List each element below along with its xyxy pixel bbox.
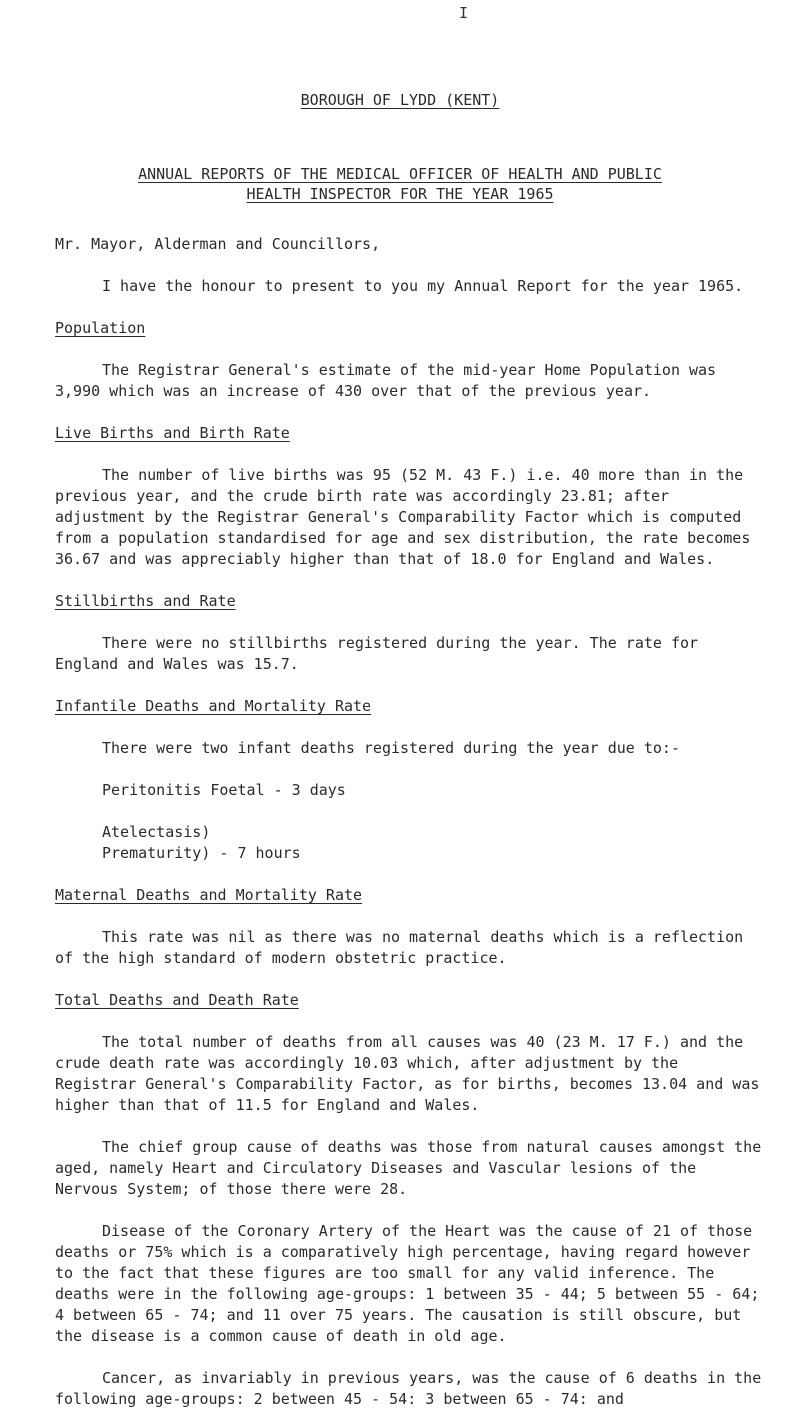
coronary-paragraph: Disease of the Coronary Artery of the Heart was the cause of 21 of those deaths or 75% which is a comparatively high percentage, having regard however to the fact that these figures are too small for any valid inference. The deaths were in the following age-groups: 1 between 35 - 44; 5 between 55 - 64; 4 between 65 - 74; and 11 over 75 years. The causation is still obscure, but the disease is a common cause of death in old age.: [55, 1222, 760, 1345]
section-heading-stillbirths: Stillbirths and Rate: [55, 592, 236, 610]
section-heading-live-births: Live Births and Birth Rate: [55, 424, 290, 442]
section-heading-infantile-deaths: Infantile Deaths and Mortality Rate: [55, 697, 372, 715]
section-heading-total-deaths: Total Deaths and Death Rate: [55, 991, 299, 1009]
cause-item: Atelectasis): [102, 823, 211, 841]
salutation: Mr. Mayor, Alderman and Councillors,: [55, 235, 381, 253]
page-mark: I: [459, 4, 469, 22]
section-heading-maternal-deaths: Maternal Deaths and Mortality Rate: [55, 886, 363, 904]
stillbirths-paragraph: There were no stillbirths registered during the year. The rate for England and Wales was 15.7.: [55, 634, 699, 673]
infantile-deaths-paragraph: There were two infant deaths registered during the year due to:-: [102, 739, 680, 757]
report-title-line2: HEALTH INSPECTOR FOR THE YEAR 1965: [246, 185, 554, 203]
intro-paragraph: I have the honour to present to you my Annual Report for the year 1965.: [102, 277, 744, 295]
maternal-deaths-paragraph: This rate was nil as there was no maternal deaths which is a reflection of the high standard of modern obstetric practice.: [55, 928, 744, 967]
cancer-paragraph: Cancer, as invariably in previous years, was the cause of 6 deaths in the following age-groups: 2 between 45 - 54: 3 between 65 - 74: and: [55, 1369, 762, 1408]
report-title: [0, 164, 800, 204]
report-body: [55, 234, 765, 1410]
borough-title: BOROUGH OF LYDD (KENT): [300, 91, 500, 109]
section-heading-population: Population: [55, 319, 146, 337]
chief-cause-paragraph: The chief group cause of deaths was those from natural causes amongst the aged, namely Heart and Circulatory Diseases and Vascular lesions of the Nervous System; of those there were 28.: [55, 1138, 762, 1198]
cause-item: Peritonitis Foetal - 3 days: [102, 781, 346, 799]
cause-item: Prematurity) - 7 hours: [102, 844, 301, 862]
total-deaths-paragraph: The total number of deaths from all causes was 40 (23 M. 17 F.) and the crude death rate was accordingly 10.03 which, after adjustment by the Registrar General's Comparability Factor, as for births, becomes 13.04 and was higher than that of 11.5 for England and Wales.: [55, 1033, 760, 1114]
population-paragraph: The Registrar General's estimate of the mid-year Home Population was 3,990 which was an increase of 430 over that of the previous year.: [55, 361, 717, 400]
live-births-paragraph: The number of live births was 95 (52 M. 43 F.) i.e. 40 more than in the previous year, and the crude birth rate was accordingly 23.81; after adjustment by the Registrar General's Comparability Factor which is computed from a population standardised for age and sex distribution, the rate becomes 36.67 and was appreciably higher than that of 18.0 for England and Wales.: [55, 466, 751, 568]
report-title-line1: ANNUAL REPORTS OF THE MEDICAL OFFICER OF HEALTH AND PUBLIC: [138, 165, 662, 183]
